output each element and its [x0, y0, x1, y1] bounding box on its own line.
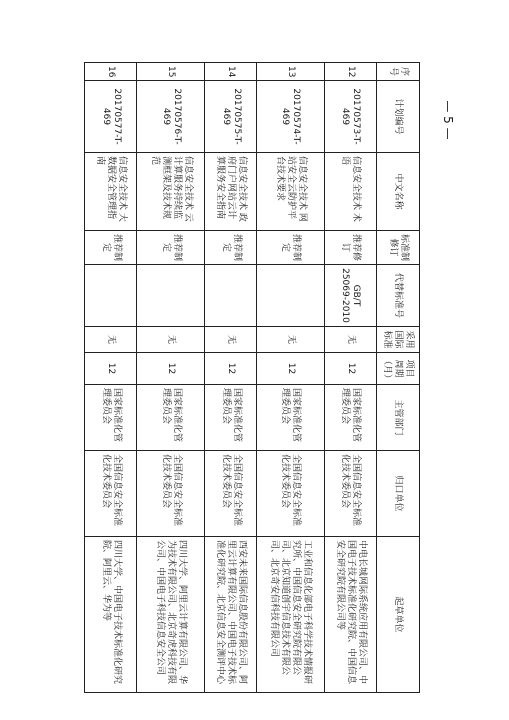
cell-replaces — [204, 265, 256, 327]
cell-plan-no: 20170574-T-469 — [257, 81, 324, 153]
header-adopt-intl: 采用国际标准 — [377, 327, 420, 353]
cell-adopt-intl: 无 — [85, 327, 137, 353]
cell-replaces — [85, 265, 137, 327]
cell-owner: 全国信息安全标准化技术委员会 — [324, 451, 376, 537]
cell-plan-no: 20170576-T-469 — [137, 81, 204, 153]
cell-cn-name: 信息安全技术 术语 — [324, 153, 376, 231]
cell-owner: 全国信息安全标准化技术委员会 — [204, 451, 256, 537]
cell-drafters: 西安未来国际信息股份有限公司、阿里云计算有限公司、中国电子技术标准化研究院、北京信息安全测评中心 — [204, 537, 256, 693]
cell-seq: 13 — [257, 63, 324, 81]
cell-adopt-intl: 无 — [324, 327, 376, 353]
cell-owner: 全国信息安全标准化技术委员会 — [85, 451, 137, 537]
cell-std-type: 推荐制定 — [137, 231, 204, 265]
page-number — [436, 90, 460, 150]
header-owner: 归口单位 — [377, 451, 420, 537]
header-cn-name: 中文名称 — [377, 153, 420, 231]
cell-dept: 国家标准化管理委员会 — [324, 385, 376, 451]
cell-period: 12 — [137, 353, 204, 385]
cell-plan-no: 20170575-T-469 — [204, 81, 256, 153]
header-std-type: 标准制修订 — [377, 231, 420, 265]
cell-replaces — [137, 265, 204, 327]
cell-adopt-intl: 无 — [137, 327, 204, 353]
cell-seq: 14 — [204, 63, 256, 81]
cell-seq: 16 — [85, 63, 137, 81]
cell-period: 12 — [85, 353, 137, 385]
cell-drafters: 工业和信息化部电子科学技术情报研究所、中国信息安全研究院有限公司、北京知道创宇信息技术有限公司、北京奇安信科技有限公司 — [257, 537, 324, 693]
cell-drafters: 四川大学、中国电子技术标准化研究院、阿里云、华为等 — [85, 537, 137, 693]
header-dept: 主管部门 — [377, 385, 420, 451]
cell-period: 12 — [204, 353, 256, 385]
cell-plan-no: 20170573-T-469 — [324, 81, 376, 153]
page-number-text: — 5 — — [441, 100, 455, 140]
cell-adopt-intl: 无 — [257, 327, 324, 353]
cell-seq: 12 — [324, 63, 376, 81]
header-seq: 序号 — [377, 63, 420, 81]
cell-cn-name: 信息安全技术 网站安全云防护平台技术要求 — [257, 153, 324, 231]
cell-replaces: GB/T 25069-2010 — [324, 265, 376, 327]
cell-owner: 全国信息安全标准化技术委员会 — [137, 451, 204, 537]
cell-adopt-intl: 无 — [204, 327, 256, 353]
cell-seq: 15 — [137, 63, 204, 81]
table-row — [137, 63, 204, 693]
header-drafters: 起草单位 — [377, 537, 420, 693]
standards-plan-table — [84, 62, 420, 693]
table-row — [204, 63, 256, 693]
cell-std-type: 推荐制定 — [85, 231, 137, 265]
cell-drafters: 四川大学、阿里云计算有限公司、华为技术有限公司、北京奇虎科技有限公司、中国电子科技信息安全公司 — [137, 537, 204, 693]
cell-std-type: 推荐修订 — [324, 231, 376, 265]
rotated-table — [84, 62, 420, 692]
header-plan-no: 计划编号 — [377, 81, 420, 153]
cell-owner: 全国信息安全标准化技术委员会 — [257, 451, 324, 537]
table-row — [85, 63, 137, 693]
cell-period: 12 — [257, 353, 324, 385]
table-row — [257, 63, 324, 693]
standards-table-container — [84, 62, 420, 692]
cell-cn-name: 信息安全技术 政府门户网站云计算服务安全指南 — [204, 153, 256, 231]
table-header-row — [377, 63, 420, 693]
cell-dept: 国家标准化管理委员会 — [137, 385, 204, 451]
cell-cn-name: 信息安全技术 大数据安全管理指南 — [85, 153, 137, 231]
cell-std-type: 推荐制定 — [257, 231, 324, 265]
header-period: 项目周期（月） — [377, 353, 420, 385]
cell-plan-no: 20170577-T-469 — [85, 81, 137, 153]
header-replaces: 代替标准号 — [377, 265, 420, 327]
cell-dept: 国家标准化管理委员会 — [85, 385, 137, 451]
cell-dept: 国家标准化管理委员会 — [204, 385, 256, 451]
table-row — [324, 63, 376, 693]
cell-cn-name: 信息安全技术 云计算服务持续监测框架及技术规范 — [137, 153, 204, 231]
cell-replaces — [257, 265, 324, 327]
cell-std-type: 推荐制定 — [204, 231, 256, 265]
cell-dept: 国家标准化管理委员会 — [257, 385, 324, 451]
cell-drafters: 中电长城网际系统应用有限公司、中国电子技术标准化研究院、中国信息安全研究院有限公司等 — [324, 537, 376, 693]
cell-period: 12 — [324, 353, 376, 385]
